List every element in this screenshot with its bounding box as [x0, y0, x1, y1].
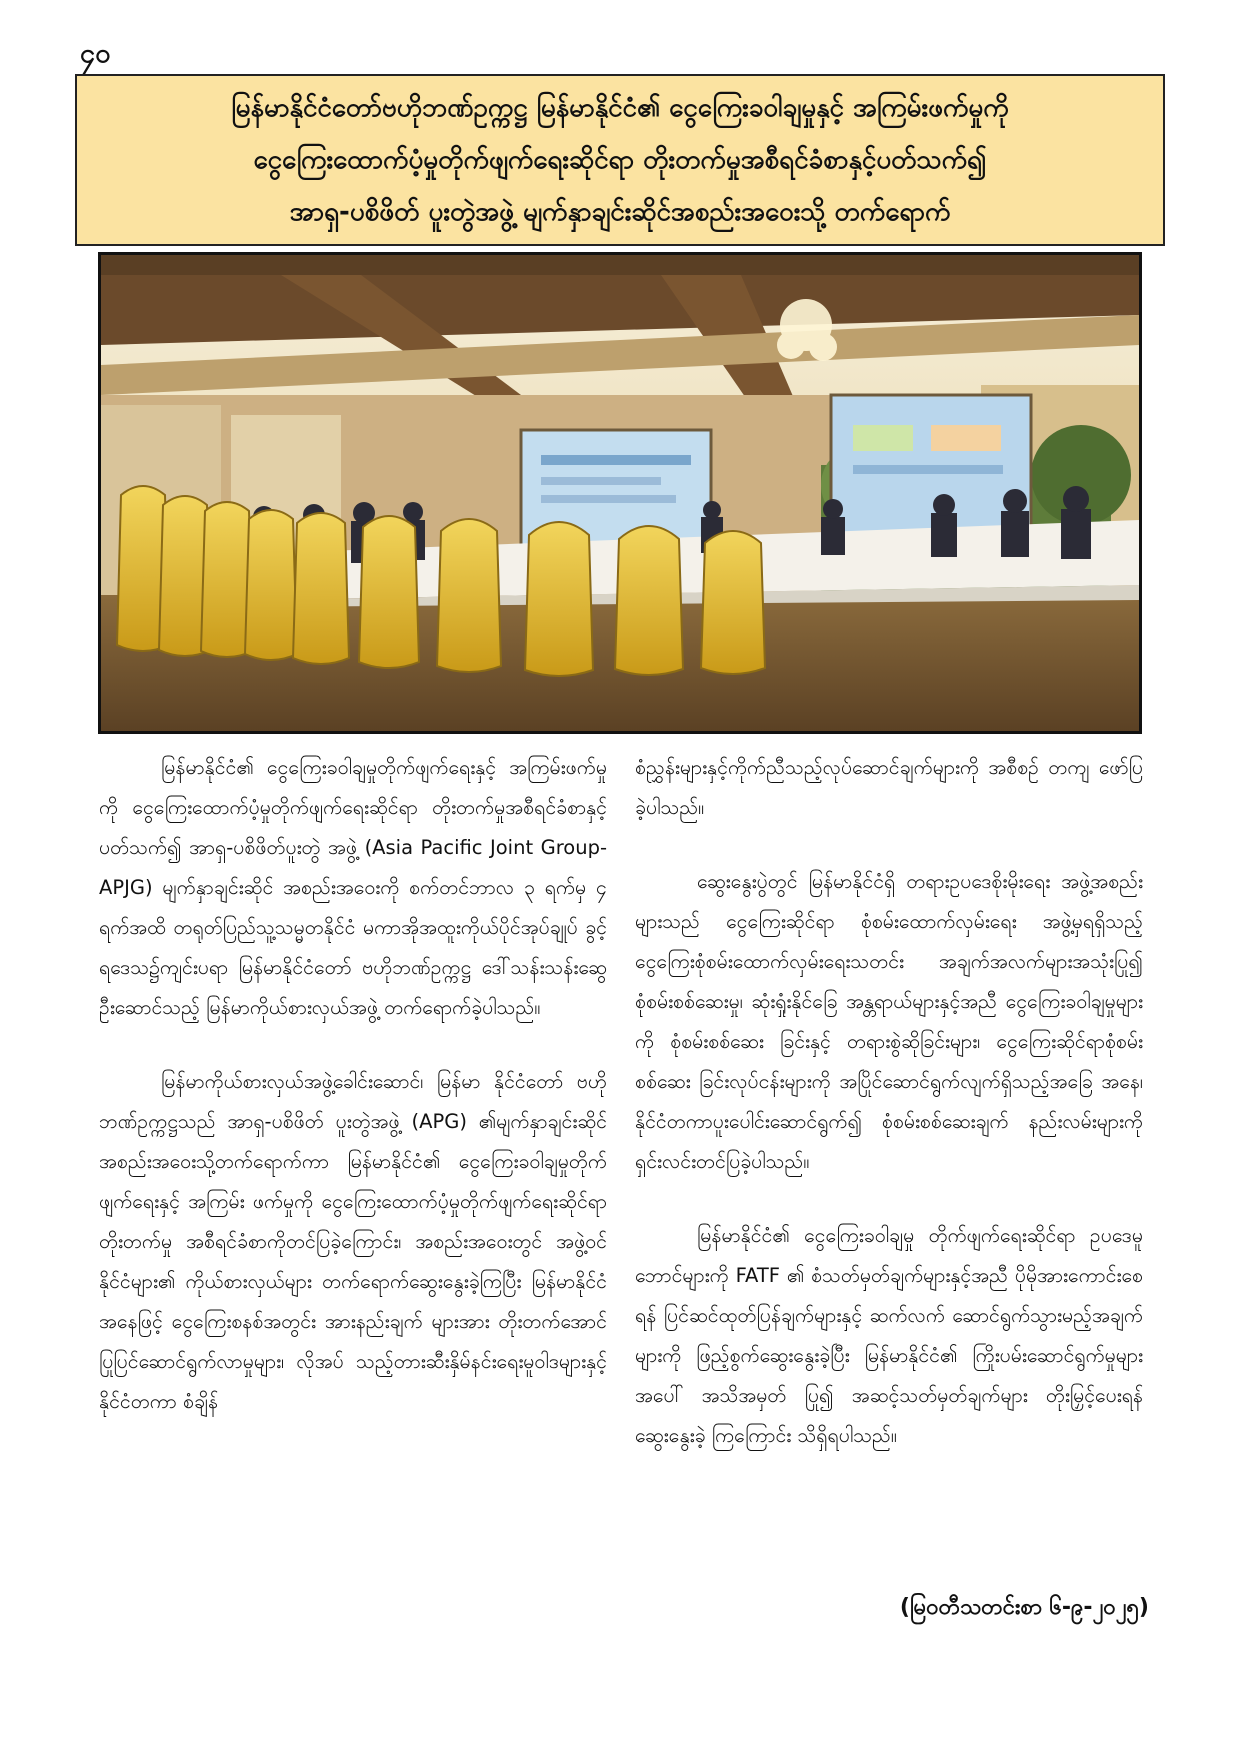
article-paragraph-2: မြန်မာကိုယ်စားလှယ်အဖွဲ့ခေါင်းဆောင်၊ မြန်မာ နိုင်ငံတော် ဗဟိုဘဏ်ဥက္ကဋ္ဌသည် အာရှ-ပစိဖိတ် ပူးတွဲအဖွဲ့ (APG) ၏မျက်နှာချင်းဆိုင်အစည်းအဝေးသို့တက်ရောက်ကာ မြန်မာနိုင်ငံ၏ ငွေကြေးခဝါချမှုတိုက်ဖျက်ရေးနှင့် အကြမ်း ဖက်မှုကို ငွေကြေးထောက်ပံ့မှုတိုက်ဖျက်ရေးဆိုင်ရာတိုးတက်မှု အစီရင်ခံစာကိုတင်ပြခဲ့ကြောင်း၊ အစည်းအဝေးတွင် အဖွဲ့ဝင် နိုင်ငံများ၏ ကိုယ်စားလှယ်များ တက်ရောက်ဆွေးနွေးခဲ့ကြပြီး မြန်မာနိုင်ငံအနေဖြင့် ငွေကြေးစနစ်အတွင်း အားနည်းချက် များအား တိုးတက်အောင်ပြုပြင်ဆောင်ရွက်လာမှုများ၊ လိုအပ် သည့်တားဆီးနှိမ်နင်းရေးမူဝါဒများနှင့် နိုင်ငံတကာ စံချိန် — [99, 1070, 607, 1413]
headline-line-3: အာရှ-ပစိဖိတ် ပူးတွဲအဖွဲ့ မျက်နှာချင်းဆိုင်အစည်းအဝေးသို့ တက်ရောက် — [289, 197, 951, 227]
headline-line-1: မြန်မာနိုင်ငံတော်ဗဟိုဘဏ်ဥက္ကဋ္ဌ မြန်မာနိုင်ငံ၏ ငွေကြေးခဝါချမှုနှင့် အကြမ်းဖက်မှုကို — [231, 93, 1009, 123]
article-paragraph-3: ဆွေးနွေးပွဲတွင် မြန်မာနိုင်ငံရှိ တရားဥပဒေစိုးမိုးရေး အဖွဲ့အစည်းများသည် ငွေကြေးဆိုင်ရာ စုံစမ်းထောက်လှမ်းရေး အဖွဲ့မှရရှိသည့် ငွေကြေးစုံစမ်းထောက်လှမ်းရေးသတင်း အချက်အလက်များအသုံးပြု၍ စုံစမ်းစစ်ဆေးမှု၊ ဆုံးရှုံးနိုင်ခြေ အန္တရာယ်များနှင့်အညီ ငွေကြေးခဝါချမှုများကို စုံစမ်းစစ်ဆေး ခြင်းနှင့် တရားစွဲဆိုခြင်းများ၊ ငွေကြေးဆိုင်ရာစုံစမ်းစစ်ဆေး ခြင်းလုပ်ငန်းများကို အပြိုင်ဆောင်ရွက်လျက်ရှိသည့်အခြေ အနေ၊ နိုင်ငံတကာပူးပေါင်းဆောင်ရွက်၍ စုံစမ်းစစ်ဆေးချက် နည်းလမ်းများကို ရှင်းလင်းတင်ပြခဲ့ပါသည်။ — [635, 870, 1143, 1173]
article-right-column — [635, 748, 1143, 1490]
conference-room-photo — [98, 252, 1142, 734]
article-paragraph-4: မြန်မာနိုင်ငံ၏ ငွေကြေးခဝါချမှု တိုက်ဖျက်ရေးဆိုင်ရာ ဥပဒေမူဘောင်များကို FATF ၏ စံသတ်မှတ်ချက်များနှင့်အညီ ပိုမိုအားကောင်းစေရန် ပြင်ဆင်ထုတ်ပြန်ချက်များနှင့် ဆက်လက် ဆောင်ရွက်သွားမည့်အချက်များကို ဖြည့်စွက်ဆွေးနွေးခဲ့ပြီး မြန်မာနိုင်ငံ၏ ကြိုးပမ်းဆောင်ရွက်မှုများအပေါ် အသိအမှတ် ပြု၍ အဆင့်သတ်မှတ်ချက်များ တိုးမြှင့်ပေးရန် ဆွေးနွေးခဲ့ ကြကြောင်း သိရှိရပါသည်။ — [635, 1224, 1143, 1447]
conference-photo-illustration — [101, 255, 1139, 731]
article-paragraph-1: မြန်မာနိုင်ငံ၏ ငွေကြေးခဝါချမှုတိုက်ဖျက်ရေးနှင့် အကြမ်းဖက်မှုကို ငွေကြေးထောက်ပံ့မှုတိုက်ဖျက်ရေးဆိုင်ရာ တိုးတက်မှုအစီရင်ခံစာနှင့်ပတ်သက်၍ အာရှ-ပစိဖိတ်ပူးတွဲ အဖွဲ့ (Asia Pacific Joint Group-APJG) မျက်နှာချင်းဆိုင် အစည်းအဝေးကို စက်တင်ဘာလ ၃ ရက်မှ ၄ ရက်အထိ တရုတ်ပြည်သူ့သမ္မတနိုင်ငံ မကာအိုအထူးကိုယ်ပိုင်အုပ်ချုပ် ခွင့်ရဒေသ၌ကျင်းပရာ မြန်မာနိုင်ငံတော် ဗဟိုဘဏ်ဥက္ကဋ္ဌ ဒေါ်သန်းသန်းဆွေဦးဆောင်သည့် မြန်မာကိုယ်စားလှယ်အဖွဲ့ တက်ရောက်ခဲ့ပါသည်။ — [99, 756, 607, 1019]
article-paragraph-2-continued: စံညွှန်းများနှင့်ကိုက်ညီသည့်လုပ်ဆောင်ချက်များကို အစီစဉ် တကျ ဖော်ပြခဲ့ပါသည်။ — [635, 756, 1143, 819]
news-source-citation: (မြဝတီသတင်းစာ ၆-၉-၂၀၂၅) — [899, 1595, 1149, 1620]
headline-line-2: ငွေကြေးထောက်ပံ့မှုတိုက်ဖျက်ရေးဆိုင်ရာ တိုးတက်မှုအစီရင်ခံစာနှင့်ပတ်သက်၍ — [253, 145, 987, 175]
headline-box — [75, 74, 1165, 246]
article-left-column — [99, 748, 607, 1456]
page-number: ၄၀ — [80, 38, 111, 69]
